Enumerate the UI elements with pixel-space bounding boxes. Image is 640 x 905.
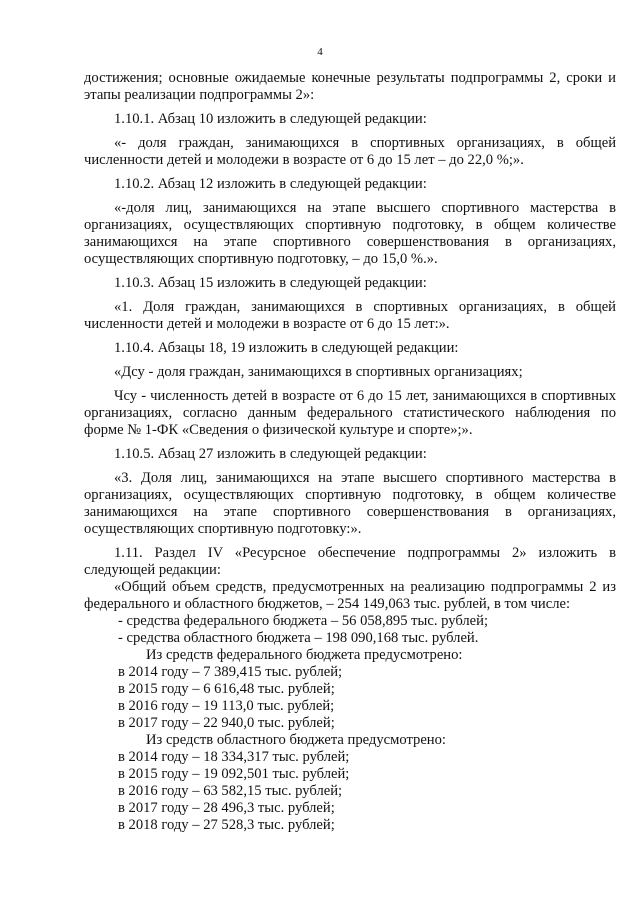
list-item: в 2014 году – 18 334,317 тыс. рублей; <box>118 749 350 765</box>
list-item: - средства областного бюджета – 198 090,168 тыс. рублей. <box>118 630 479 646</box>
list-item: в 2016 году – 19 113,0 тыс. рублей; <box>118 698 335 714</box>
page-number: 4 <box>317 46 323 58</box>
paragraph: «Дсу - доля граждан, занимающихся в спортивных организациях; <box>114 364 523 380</box>
paragraph-heading: 1.10.5. Абзац 27 изложить в следующей редакции: <box>114 446 427 462</box>
list-item: в 2018 году – 27 528,3 тыс. рублей; <box>118 817 335 833</box>
paragraph: «Общий объем средств, предусмотренных на реализацию подпрограммы 2 из федерального и областного бюджетов, – 254 149,063 тыс. рублей, в том числе: <box>84 579 616 612</box>
paragraph: достижения; основные ожидаемые конечные результаты подпрограммы 2, сроки и этапы реализации подпрограммы 2»: <box>84 70 616 103</box>
paragraph: Чсу - численность детей в возрасте от 6 до 15 лет, занимающихся в спортивных организациях, согласно данным федерального статистического наблюдения по форме № 1-ФК «Сведения о физической культуре и спорте»;». <box>84 388 616 438</box>
list-item: в 2017 году – 22 940,0 тыс. рублей; <box>118 715 335 731</box>
regional-funding-list <box>84 732 616 834</box>
document-body <box>84 70 616 834</box>
list-item: - средства федерального бюджета – 56 058,895 тыс. рублей; <box>118 613 489 629</box>
list-item: в 2016 году – 63 582,15 тыс. рублей; <box>118 783 343 799</box>
paragraph: «- доля граждан, занимающихся в спортивных организациях, в общей численности детей и молодежи в возрасте от 6 до 15 лет – до 22,0 %;». <box>84 135 616 168</box>
paragraph: «1. Доля граждан, занимающихся в спортивных организациях, в общей численности детей и молодежи в возрасте от 6 до 15 лет:». <box>84 299 616 332</box>
paragraph-heading: 1.10.1. Абзац 10 изложить в следующей редакции: <box>114 111 427 127</box>
list-item: в 2014 году – 7 389,415 тыс. рублей; <box>118 664 343 680</box>
paragraph-heading: 1.11. Раздел IV «Ресурсное обеспечение подпрограммы 2» изложить в следующей редакции: <box>84 545 616 578</box>
budget-list <box>84 613 616 647</box>
list-item: в 2015 году – 6 616,48 тыс. рублей; <box>118 681 335 697</box>
paragraph-heading: 1.10.3. Абзац 15 изложить в следующей редакции: <box>114 275 427 291</box>
list-item: в 2017 году – 28 496,3 тыс. рублей; <box>118 800 335 816</box>
paragraph-heading: 1.10.4. Абзацы 18, 19 изложить в следующей редакции: <box>114 340 459 356</box>
federal-funding-list <box>84 647 616 732</box>
paragraph-heading: 1.10.2. Абзац 12 изложить в следующей редакции: <box>114 176 427 192</box>
paragraph: «-доля лиц, занимающихся на этапе высшего спортивного мастерства в организациях, осуществляющих спортивную подготовку, в общем количестве занимающихся на этапе спортивного совершенствования в организациях, осуществляющих спортивную подготовку, – до 15,0 %.». <box>84 200 616 267</box>
list-heading: Из средств областного бюджета предусмотрено: <box>146 732 446 748</box>
list-heading: Из средств федерального бюджета предусмотрено: <box>146 647 463 663</box>
paragraph: «3. Доля лиц, занимающихся на этапе высшего спортивного мастерства в организациях, осуществляющих спортивную подготовку, в общем количестве занимающихся на этапе спортивного совершенствования в организациях, осуществляющих спортивную подготовку:». <box>84 470 616 537</box>
list-item: в 2015 году – 19 092,501 тыс. рублей; <box>118 766 350 782</box>
